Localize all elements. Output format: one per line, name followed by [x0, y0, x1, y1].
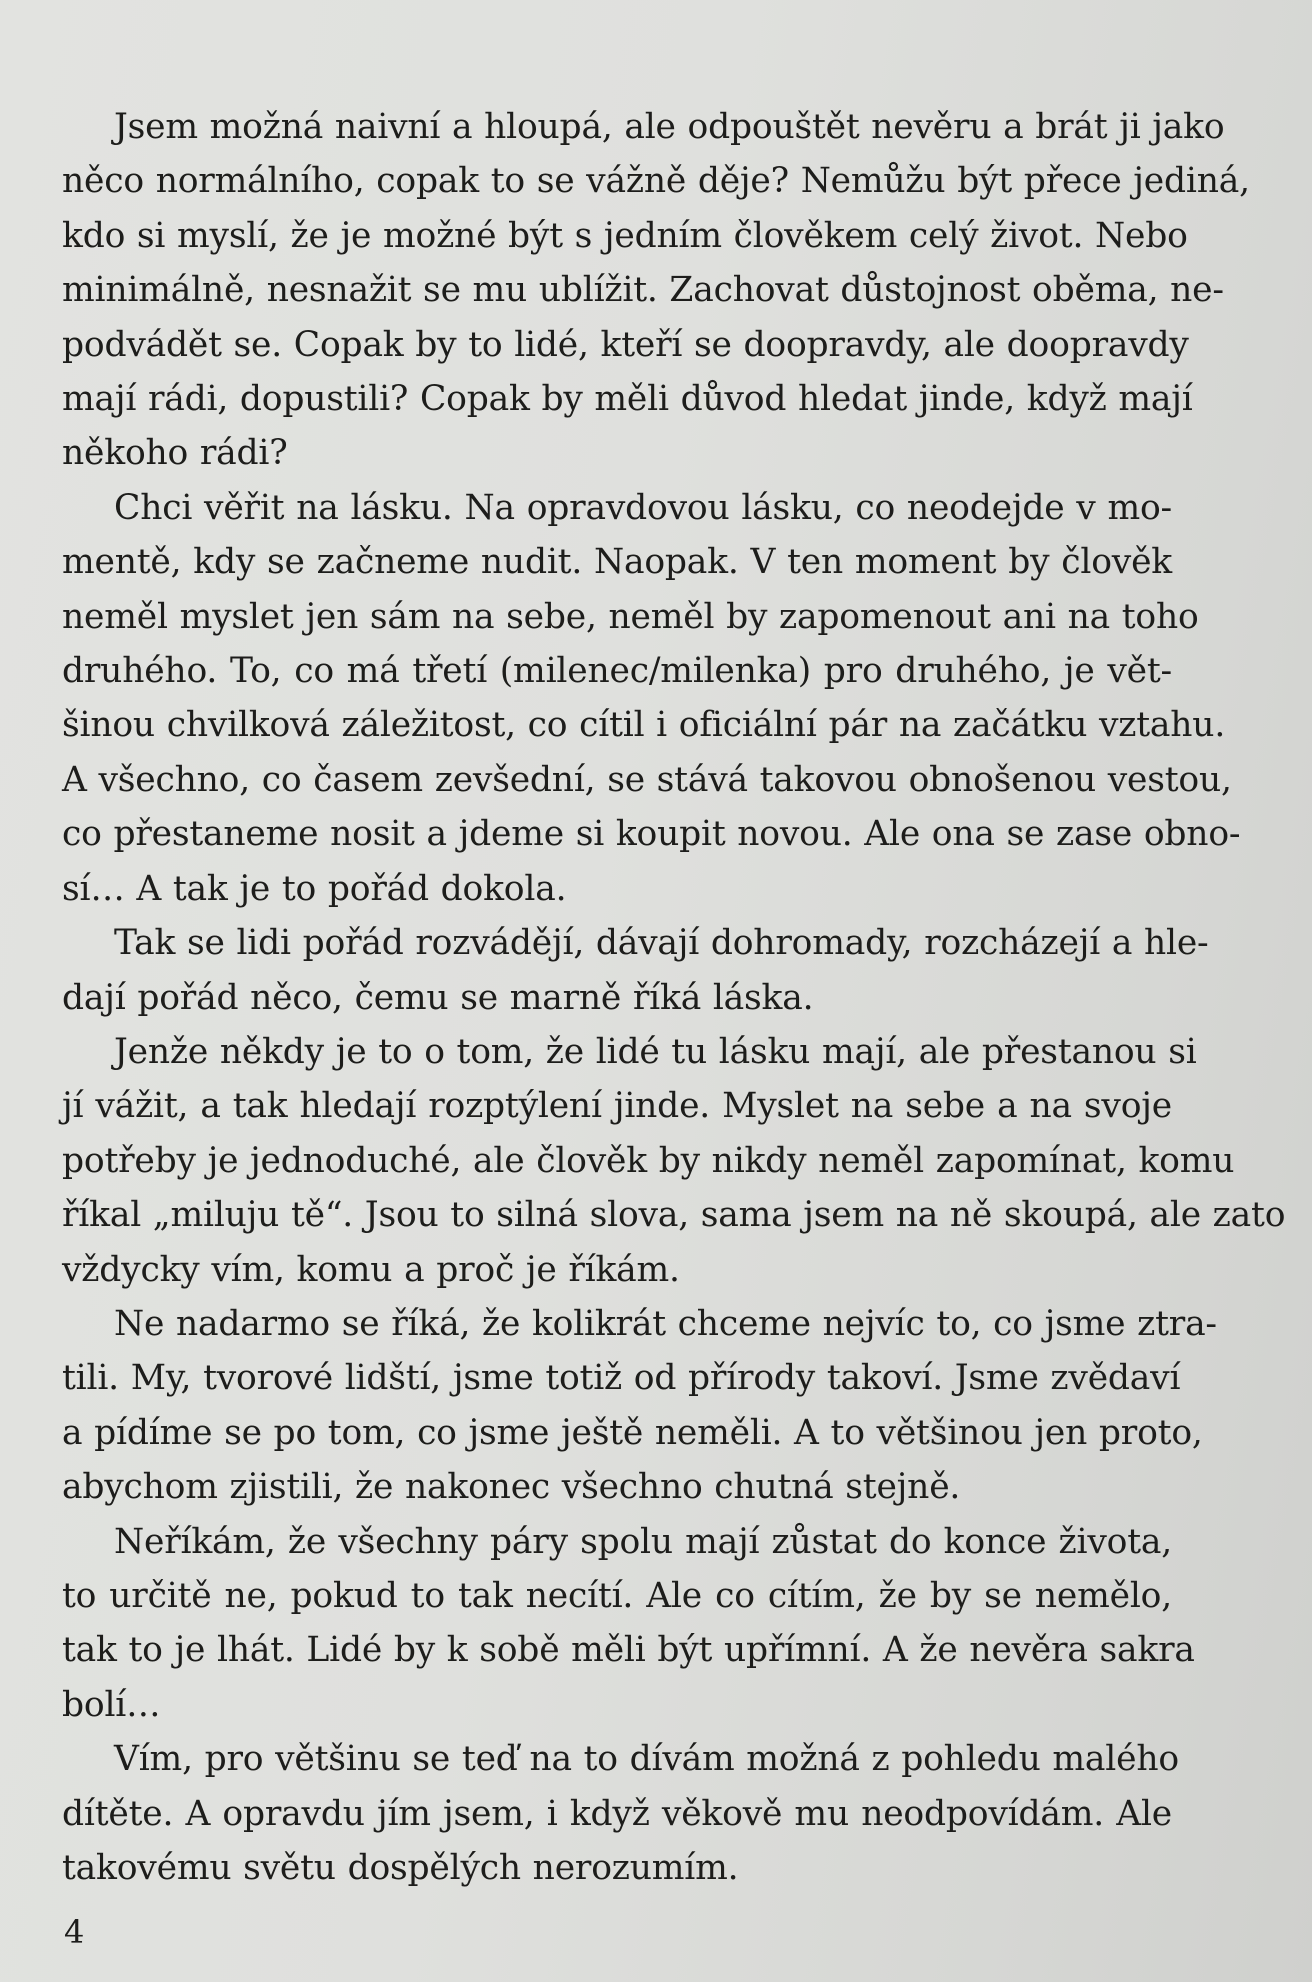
text-line: Tak se lidi pořád rozvádějí, dávají dohromady, rozcházejí a hle-: [114, 923, 1209, 964]
text-line: co přestaneme nosit a jdeme si koupit novou. Ale ona se zase obno-: [62, 814, 1241, 855]
text-line: něco normálního, copak to se vážně děje? Nemůžu být přece jediná,: [62, 161, 1250, 202]
text-line: Ne nadarmo se říká, že kolikrát chceme nejvíc to, co jsme ztra-: [114, 1303, 1217, 1344]
text-line: dítěte. A opravdu jím jsem, i když věkově mu neodpovídám. Ale: [62, 1793, 1172, 1834]
text-line: neměl myslet jen sám na sebe, neměl by zapomenout ani na toho: [62, 596, 1199, 637]
page-body: [62, 100, 1286, 1895]
paragraph-6: [62, 1515, 1195, 1733]
text-line: šinou chvilková záležitost, co cítil i oficiální pár na začátku vztahu.: [62, 705, 1226, 746]
text-line: kdo si myslí, že je možné být s jedním člověkem celý život. Nebo: [62, 215, 1188, 256]
text-line: a pídíme se po tom, co jsme ještě neměli. A to většinou jen proto,: [62, 1412, 1203, 1453]
text-line: sí… A tak je to pořád dokola.: [62, 868, 567, 909]
paragraph-7: [62, 1732, 1179, 1895]
text-line: jí vážit, a tak hledají rozptýlení jinde. Myslet na sebe a na svoje: [62, 1086, 1172, 1127]
text-line: podvádět se. Copak by to lidé, kteří se doopravdy, ale doopravdy: [62, 324, 1189, 365]
text-line: mentě, kdy se začneme nudit. Naopak. V ten moment by člověk: [62, 542, 1172, 583]
text-line: Chci věřit na lásku. Na opravdovou lásku, co neodejde v mo-: [114, 487, 1172, 528]
text-line: někoho rádi?: [62, 433, 288, 474]
paragraph-2: [62, 481, 1241, 916]
text-line: potřeby je jednoduché, ale člověk by nikdy neměl zapomínat, komu: [62, 1140, 1235, 1181]
text-line: A všechno, co časem zevšední, se stává takovou obnošenou vestou,: [62, 759, 1232, 800]
text-line: minimálně, nesnažit se mu ublížit. Zachovat důstojnost oběma, ne-: [62, 270, 1224, 311]
text-line: říkal „miluju tě“. Jsou to silná slova, sama jsem na ně skoupá, ale zato: [62, 1195, 1286, 1236]
text-line: bolí…: [62, 1684, 161, 1725]
text-line: tak to je lhát. Lidé by k sobě měli být upřímní. A že nevěra sakra: [62, 1630, 1195, 1671]
text-line: Neříkám, že všechny páry spolu mají zůstat do konce života,: [114, 1521, 1172, 1562]
text-line: Jsem možná naivní a hloupá, ale odpouštět nevěru a brát ji jako: [114, 107, 1225, 147]
text-line: abychom zjistili, že nakonec všechno chutná stejně.: [62, 1467, 961, 1508]
text-line: mají rádi, dopustili? Copak by měli důvod hledat jinde, když mají: [62, 379, 1193, 420]
page-number: 4: [64, 1913, 85, 1951]
text-line: dají pořád něco, čemu se marně říká láska.: [62, 977, 814, 1018]
text-line: Vím, pro většinu se teď na to dívám možná z pohledu malého: [114, 1739, 1179, 1780]
paragraph-5: [62, 1297, 1217, 1515]
text-line: tili. My, tvorové lidští, jsme totiž od přírody takoví. Jsme zvědaví: [62, 1358, 1181, 1399]
text-line: vždycky vím, komu a proč je říkám.: [62, 1249, 680, 1290]
paragraph-3: [62, 916, 1209, 1025]
text-line: takovému světu dospělých nerozumím.: [62, 1848, 739, 1888]
text-line: to určitě ne, pokud to tak necítí. Ale co cítím, že by se nemělo,: [62, 1575, 1172, 1616]
text-line: Jenže někdy je to o tom, že lidé tu lásku mají, ale přestanou si: [114, 1031, 1197, 1072]
text-line: druhého. To, co má třetí (milenec/milenka) pro druhého, je vět-: [62, 651, 1172, 692]
paragraph-4: [62, 1025, 1286, 1297]
paragraph-1: [62, 100, 1250, 481]
